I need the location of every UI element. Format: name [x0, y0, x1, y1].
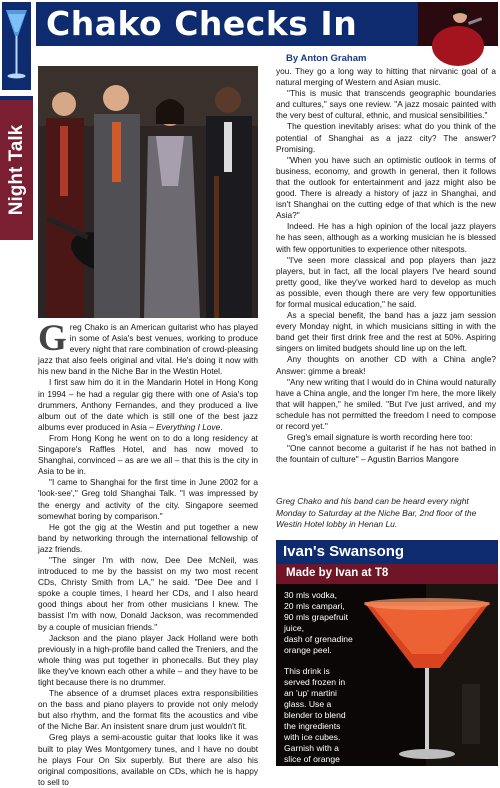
- paragraph: From Hong Kong he went on to do a long residency at Singapore's Raffles Hotel, and has now moved to Shanghai, convinced – as are we all – that this is the city in Asia to be in.: [38, 432, 258, 477]
- method-line: blender to blend: [284, 710, 346, 720]
- paragraph: "Any new writing that I would do in China would naturally have a China angle, and the longer I'm here, the more likely that will happen," he smiled. "But I've just arrived, and my schedule has not permitted the freedom I need to compose or record yet.": [276, 376, 496, 431]
- ingredient-line: orange peel.: [284, 645, 332, 655]
- paragraph: The absence of a drumset places extra responsibilities on the bass and piano players to provide not only melody but also rhythm, and the format fits the acoustics and vibe of the Niche Bar. An insistent snare drum just wouldn't fit.: [38, 688, 258, 732]
- sidebar: [0, 0, 33, 768]
- photo-caption: Greg Chako and his band can be heard every night Monday to Saturday at the Niche Bar, 2nd floor of the Westin Hotel lobby in Henan Lu.: [276, 496, 477, 529]
- paragraph: I first saw him do it in the Mandarin Hotel in Hong Kong in 1994 – he had a regular gig there with one of Asia's top drummers, Anthony Fernandes, and they produced a live album out of the date which is still one of the best jazz albums ever produced in Asia – Everything I Love.: [38, 377, 258, 432]
- byline-prefix: By: [286, 53, 299, 64]
- drop-cap: G: [38, 318, 67, 359]
- cocktail-box: [276, 540, 498, 775]
- ingredient-line: 90 mls grapefruit: [284, 612, 349, 622]
- singer-photo: [418, 2, 498, 46]
- method-line: This drink is: [284, 666, 330, 676]
- paragraph: The question inevitably arises: what do you think of the potential of Shanghai as a jazz city? The answer? Promising.: [276, 121, 496, 154]
- martini-glass-icon: [2, 2, 31, 90]
- ingredient-line: juice,: [284, 623, 305, 633]
- recipe: [284, 590, 370, 776]
- byline: [286, 53, 366, 64]
- method-line: with ice cubes.: [284, 732, 341, 742]
- method-line: the ingredients: [284, 721, 341, 731]
- article-right-column: [276, 66, 496, 465]
- paragraph: As a special benefit, the band has a jazz jam session every Monday night, in which musicians sitting in with the band get their first drink free and the rest at 50%. Aspiring singers on limited budgets should line up on the left.: [276, 310, 496, 354]
- paragraph: "When you have such an optimistic outlook in terms of business, economy, and growth in general, then it follows that the outlook for entertainment and jazz might also be good. There is already a history of jazz in Shanghai, and isn't Shanghai on the cutting edge of that which is the new Asia?": [276, 154, 496, 221]
- article-left-column: [38, 318, 258, 788]
- section-label-text: Night Talk: [5, 124, 27, 216]
- method-line: Garnish with a: [284, 743, 339, 753]
- ingredient-line: 20 mls campari,: [284, 601, 345, 611]
- ingredient-line: 30 mls vodka,: [284, 590, 338, 600]
- paragraph: Greg plays a semi-acoustic guitar that looks like it was built to play Wes Montgomery tunes, and I have no doubt he plays Four On Six superbly. But there are also his original compositions, available on CDs, which he is happy to sell to: [38, 732, 258, 787]
- paragraph: "I came to Shanghai for the first time in June 2002 for a 'look-see'," Greg told Shanghai Talk. "I was impressed by the energy and activity of the city. Singapore seemed somewhat boring by comparison.": [38, 477, 258, 521]
- paragraph: "I've seen more classical and pop players than jazz players, but in fact, all the local players I've heard sound pretty good, like they've worked hard to develop as much as possible, even though there are very few opportunities for formal musical education," he said.: [276, 254, 496, 309]
- paragraph: Any thoughts on another CD with a China angle? Answer: gimme a break!: [276, 354, 496, 376]
- method-line: served frozen in: [284, 677, 346, 687]
- paragraph: "One cannot become a guitarist if he has not bathed in the fountain of culture" – Agustin Barrios Mangore: [276, 443, 496, 465]
- paragraph: Greg's email signature is worth recording here too:: [287, 432, 473, 443]
- title-banner: [36, 2, 498, 46]
- article-title: Chako Checks In: [46, 4, 358, 43]
- paragraph: Greg Chako is an American guitarist who has played in some of Asia's best venues, working to produce every night that rare combination of crowd-pleasing jazz that also feels original and vital. He's doing it now with his new band in the Niche Bar in the Westin Hotel.: [38, 318, 258, 377]
- method-line: slice of orange: [284, 754, 340, 764]
- paragraph: "The singer I'm with now, Dee Dee McNeil, was introduced to me by the bassist on my two most recent CDs, Christy Smith from LA," he said. "Dee Dee and I spoke a couple times, I heard her CDs, and I also heard good things about her from other musicians I knew. The bassist I'm with now, Donald Jackson, was recommended by a couple of musician friends.": [38, 554, 258, 632]
- paragraph: Jackson and the piano player Jack Holland were both previously in a high-profile band called the Treniers, and the whole thing was put together in phonecalls. But they play like they've known each other a while – and they have to be tight because there is no drummer.: [38, 632, 258, 687]
- sidebox-title: Ivan's Swansong: [283, 543, 405, 560]
- paragraph: Indeed. He has a high opinion of the local jazz players he has seen, although as a working musician he is blessed with few opportunities to experience other nitespots.: [276, 221, 496, 254]
- paragraph: He got the gig at the Westin and put together a new band by networking through the international fellowship of jazz friends.: [38, 521, 258, 554]
- band-photo: [38, 66, 258, 318]
- method-line: peel.: [284, 765, 303, 775]
- sidebox-subtitle: Made by Ivan at T8: [286, 567, 389, 579]
- method-line: an 'up' martini: [284, 688, 337, 698]
- paragraph: "This is music that transcends geographic boundaries and cultures," says one review. "A jazz mosaic painted with the very best of cultural, ethnic, and musical sensibilities.": [276, 88, 496, 121]
- sidebox-title-bar: [276, 540, 498, 564]
- byline-author: Anton Graham: [300, 53, 367, 64]
- sidebox-subtitle-bar: [276, 564, 498, 584]
- method-line: glass. Use a: [284, 699, 332, 709]
- paragraph: you. They go a long way to hitting that nirvanic goal of a natural merging of Western and Asian music.: [276, 66, 496, 88]
- section-label: [0, 96, 33, 240]
- ingredient-line: dash of grenadine: [284, 634, 353, 644]
